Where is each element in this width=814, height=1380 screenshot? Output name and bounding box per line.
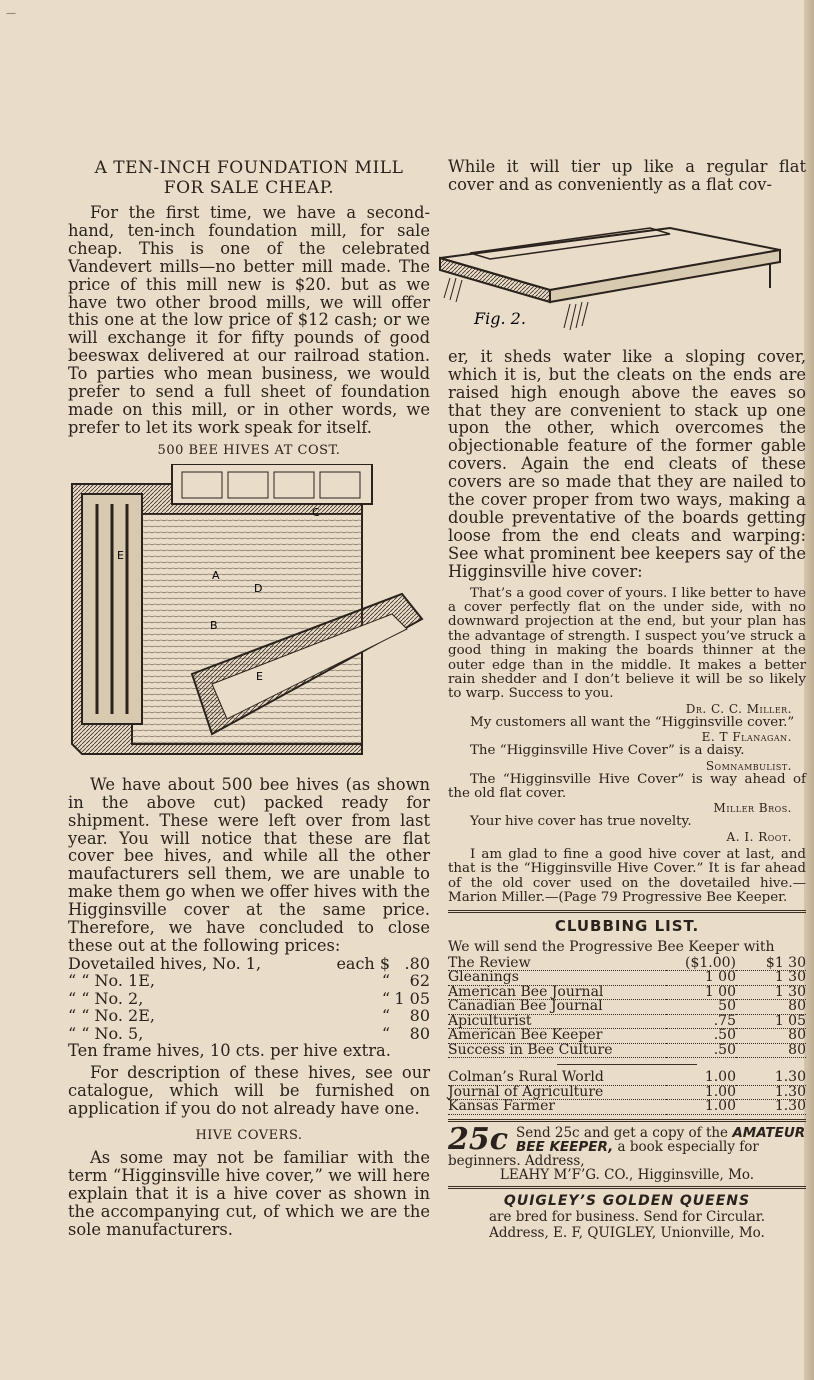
divider bbox=[448, 1186, 806, 1189]
ad-text-1: Send 25c and get a copy of the bbox=[516, 1124, 729, 1141]
testimonial-author: A. I. Root. bbox=[726, 829, 792, 844]
testimonial-text: My customers all want the “Higginsville cover.” bbox=[470, 714, 795, 730]
clubbing-price: 1 00 bbox=[666, 971, 736, 986]
price-value: 62 bbox=[409, 971, 430, 991]
cover-paragraph: er, it sheds water like a sloping cover, which it is, but the cleats on the ends are raised high enough above the eaves so that they are convenient to stack up one upon the other, which overcomes the objectionable feature of the former gable covers. Again the end cleats of these covers are so made that they are nailed to the cover proper from two ways, making a double preventative of the boards getting loose from the end cleats and warping: See what prominent bee keepers say of the Higginsville hive cover: bbox=[448, 346, 806, 581]
clubbing-name: American Bee Keeper bbox=[448, 1029, 666, 1044]
clubbing-with: 1 05 bbox=[736, 1014, 806, 1029]
ad-text-2: a book especially for beginners. Address, bbox=[448, 1138, 759, 1169]
clubbing-row bbox=[448, 1043, 806, 1058]
price-each: each $ bbox=[336, 953, 390, 973]
clubbing-price: 50 bbox=[666, 1000, 736, 1015]
testimonials bbox=[448, 587, 806, 906]
hives-paragraph: We have about 500 bee hives (as shown in the above cut) packed ready for shipment. These were left over from last year. You will notice that these are flat cover bee hives, and while all the other maufacturers sell them, we are unable to make them go when we offer hives with the Higginsville cover at the same price. Therefore, we have concluded to close these out at the following prices: bbox=[68, 774, 430, 955]
hive-label-c: C bbox=[312, 505, 320, 519]
corner-mark: — bbox=[6, 8, 16, 19]
clubbing-with: 1 30 bbox=[736, 971, 806, 986]
clubbing-name: Canadian Bee Journal bbox=[448, 1000, 666, 1015]
price-item: “ “ No. 2, bbox=[68, 988, 144, 1008]
clubbing-name: American Bee Journal bbox=[448, 985, 666, 1000]
clubbing-price: 1.00 bbox=[666, 1085, 736, 1100]
clubbing-price: .75 bbox=[666, 1014, 736, 1029]
testimonial-author: Dr. C. C. Miller. bbox=[685, 701, 792, 716]
quigley-line1: are bred for business. Send for Circular. bbox=[488, 1208, 766, 1225]
price-table bbox=[68, 955, 430, 1043]
clubbing-row bbox=[448, 1071, 806, 1085]
clubbing-name: The Review bbox=[448, 957, 666, 971]
price-each: “ bbox=[381, 1023, 390, 1043]
price-each: “ bbox=[381, 988, 390, 1008]
price-row bbox=[68, 990, 430, 1008]
divider bbox=[448, 910, 806, 913]
clubbing-price: 1 00 bbox=[666, 985, 736, 1000]
ad-price: 25c bbox=[448, 1121, 509, 1157]
hive-label-a: A bbox=[212, 568, 220, 582]
testimonial-author: Somnambulist. bbox=[705, 758, 792, 773]
price-row bbox=[68, 955, 430, 973]
marion-quote: I am glad to fine a good hive cover at last, and that is the “Higginsville Hive Cover.” It is far ahead of the old cover used on the dovetailed hive.—Marion Miller.—(Page 79 Progressive Bee Keeper. bbox=[448, 846, 806, 906]
clubbing-table bbox=[448, 954, 806, 1059]
hive-cover-figure bbox=[430, 198, 788, 348]
price-row bbox=[68, 1007, 430, 1025]
clubbing-with: 1 30 bbox=[736, 985, 806, 1000]
clubbing-name: Kansas Farmer bbox=[448, 1100, 666, 1115]
price-value: 80 bbox=[409, 1006, 430, 1026]
testimonial-text: That’s a good cover of yours. I like better to have a cover perfectly flat on the under side, with no downward projection at the end, but your plan has the advantage of strength. I suspect you’ve struck a good thing in making the boards thinner at the outer edge than in the middle. It makes a better rain shedder and I don’t believe it will be so likely to warp. Success to you. bbox=[448, 585, 806, 702]
clubbing-row bbox=[448, 1000, 806, 1015]
price-row bbox=[68, 1025, 430, 1043]
hives-heading: 500 BEE HIVES AT COST. bbox=[157, 442, 341, 458]
frame-note: Ten frame hives, 10 cts. per hive extra. bbox=[68, 1041, 391, 1061]
price-value: .80 bbox=[404, 953, 430, 973]
price-item: “ “ No. 5, bbox=[68, 1023, 144, 1043]
clubbing-with: 1.30 bbox=[736, 1085, 806, 1100]
mill-heading-line1: A TEN-INCH FOUNDATION MILL bbox=[94, 158, 404, 178]
quigley-line2: Address, E. F, QUIGLEY, Unionville, Mo. bbox=[489, 1224, 765, 1241]
testimonial-text: The “Higginsville Hive Cover” is way ahead of the old flat cover. bbox=[448, 771, 806, 802]
clubbing-table-2 bbox=[448, 1071, 806, 1115]
testimonial-author: E. T Flanagan. bbox=[701, 730, 792, 745]
ad-address: LEAHY M’F’G. CO., Higginsville, Mo. bbox=[499, 1166, 755, 1183]
hive-label-d: D bbox=[254, 581, 263, 595]
testimonial-text: Your hive cover has true novelty. bbox=[470, 814, 692, 830]
right-column bbox=[448, 158, 806, 1241]
price-each: “ bbox=[381, 971, 390, 991]
intro-paragraph: While it will tier up like a regular flat cover and as conveniently as a flat cov- bbox=[448, 157, 806, 194]
price-row bbox=[68, 972, 430, 990]
bee-hive-illustration bbox=[62, 464, 424, 766]
mill-paragraph: For the first time, we have a second-hand, ten-inch foundation mill, for sale cheap. This is one of the celebrated Vandevert mills—no better mill made. The price of this mill new is $20. but as we have two other brood mills, we will offer this one at the low price of $12 cash; or we will exchange it for fifty pounds of good beeswax delivered at our railroad station. To parties who mean business, we would prefer to send a full sheet of foundation made on this mill, or in other words, we prefer to let its work speak for itself. bbox=[68, 203, 430, 437]
clubbing-name: Colman’s Rural World bbox=[448, 1071, 666, 1085]
mill-heading-line2: FOR SALE CHEAP. bbox=[163, 178, 335, 198]
clubbing-price: 1.00 bbox=[666, 1071, 736, 1085]
hive-label-e-top: E bbox=[117, 548, 124, 562]
testimonial-author: Miller Bros. bbox=[713, 801, 792, 816]
clubbing-price: 1.00 bbox=[666, 1100, 736, 1115]
clubbing-row bbox=[448, 971, 806, 986]
hive-body bbox=[72, 464, 422, 754]
testimonial-text: The “Higginsville Hive Cover” is a daisy. bbox=[470, 743, 745, 759]
left-column bbox=[68, 158, 430, 1239]
clubbing-intro: We will send the Progressive Bee Keeper with bbox=[448, 938, 775, 955]
fig-label: Fig. 2. bbox=[474, 308, 526, 328]
clubbing-with: 80 bbox=[736, 1029, 806, 1044]
clubbing-with: 80 bbox=[736, 1043, 806, 1058]
short-divider bbox=[557, 1064, 697, 1065]
clubbing-name: Apiculturist bbox=[448, 1014, 666, 1029]
clubbing-price: .50 bbox=[666, 1043, 736, 1058]
clubbing-with: $1 30 bbox=[736, 957, 806, 971]
hive-label-b: B bbox=[210, 618, 218, 632]
price-item: “ “ No. 1E, bbox=[68, 971, 155, 991]
clubbing-with: 1.30 bbox=[736, 1071, 806, 1085]
price-item: Dovetailed hives, No. 1, bbox=[68, 953, 262, 973]
clubbing-name: Journal of Agriculture bbox=[448, 1085, 666, 1100]
amateur-bee-keeper-ad bbox=[448, 1121, 806, 1183]
clubbing-title: CLUBBING LIST. bbox=[554, 916, 700, 935]
price-item: “ “ No. 2E, bbox=[68, 1006, 155, 1026]
covers-heading: HIVE COVERS. bbox=[195, 1127, 303, 1143]
hive-label-e-bottom: E bbox=[256, 669, 263, 683]
price-value: 1 05 bbox=[394, 988, 430, 1008]
clubbing-with: 80 bbox=[736, 1000, 806, 1015]
clubbing-row bbox=[448, 1029, 806, 1044]
clubbing-price: .50 bbox=[666, 1029, 736, 1044]
covers-paragraph: As some may not be familiar with the term “Higginsville hive cover,” we will here explain that it is a hive cover as shown in the accompanying cut, of which we are the sole manufacturers. bbox=[68, 1147, 430, 1239]
clubbing-with: 1.30 bbox=[736, 1100, 806, 1115]
clubbing-price: ($1.00) bbox=[666, 957, 736, 971]
quigley-title: QUIGLEY’S GOLDEN QUEENS bbox=[503, 1192, 751, 1209]
clubbing-name: Gleanings bbox=[448, 971, 666, 986]
description-paragraph: For description of these hives, see our catalogue, which will be furnished on application if you do not already have one. bbox=[68, 1063, 430, 1119]
clubbing-name: Success in Bee Culture bbox=[448, 1043, 666, 1058]
clubbing-row bbox=[448, 1100, 806, 1115]
price-each: “ bbox=[381, 1006, 390, 1026]
ad-book-title: AMATEUR BEE KEEPER, bbox=[516, 1124, 806, 1155]
price-value: 80 bbox=[409, 1023, 430, 1043]
